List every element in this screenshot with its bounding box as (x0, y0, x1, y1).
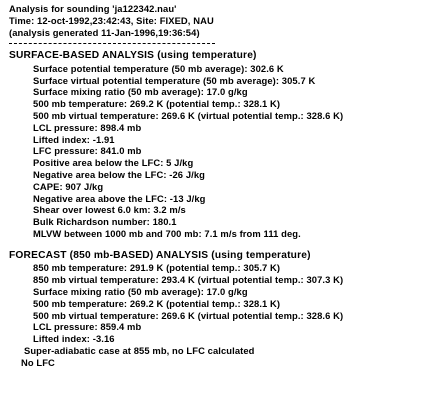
surface-line: Bulk Richardson number: 180.1 (33, 216, 177, 228)
document-title: Analysis for sounding 'ja122342.nau' (9, 3, 177, 14)
surface-line: Lifted index: -1.91 (33, 133, 115, 145)
surface-line: 500 mb temperature: 269.2 K (potential temp.: 328.1 K) (33, 98, 281, 110)
header-divider (9, 38, 215, 44)
sounding-time-site: Time: 12-oct-1992,23:42:43, Site: FIXED, NAU (9, 14, 214, 26)
surface-line: Positive area below the LFC: 5 J/kg (33, 157, 194, 169)
forecast-line: Surface mixing ratio (50 mb average): 17.0 g/kg (33, 285, 248, 297)
forecast-line: 500 mb virtual temperature: 269.6 K (virtual potential temp.: 328.6 K) (33, 309, 344, 321)
forecast-line: 850 mb temperature: 291.9 K (potential temp.: 305.7 K) (33, 262, 281, 274)
sounding-analysis-document (9, 3, 443, 369)
surface-line: Shear over lowest 6.0 km: 3.2 m/s (33, 204, 186, 216)
surface-section-heading: SURFACE-BASED ANALYSIS (using temperature) (9, 50, 257, 62)
surface-line: Negative area above the LFC: -13 J/kg (33, 192, 206, 204)
forecast-section (9, 262, 443, 368)
forecast-line: Lifted index: -3.16 (33, 333, 115, 345)
surface-line: MLVW between 1000 mb and 700 mb: 7.1 m/s from 111 deg. (33, 228, 301, 240)
surface-line: LFC pressure: 841.0 mb (33, 145, 142, 157)
surface-line: Surface virtual potential temperature (50 mb average): 305.7 K (33, 74, 316, 86)
forecast-line: 500 mb temperature: 269.2 K (potential temp.: 328.1 K) (33, 297, 281, 309)
no-lfc-note: No LFC (21, 356, 55, 368)
surface-line: LCL pressure: 898.4 mb (33, 121, 142, 133)
surface-section (9, 63, 443, 240)
surface-line: CAPE: 907 J/kg (33, 180, 104, 192)
surface-line: 500 mb virtual temperature: 269.6 K (virtual potential temp.: 328.6 K) (33, 110, 344, 122)
analysis-generated-date: (analysis generated 11-Jan-1996,19:36:54) (9, 26, 200, 38)
forecast-line: LCL pressure: 859.4 mb (33, 321, 142, 333)
surface-line: Surface mixing ratio (50 mb average): 17.0 g/kg (33, 86, 248, 98)
superadiabatic-note: Super-adiabatic case at 855 mb, no LFC calculated (24, 344, 255, 356)
section-gap (9, 240, 443, 250)
surface-line: Surface potential temperature (50 mb average): 302.6 K (33, 62, 284, 74)
forecast-line: 850 mb virtual temperature: 293.4 K (virtual potential temp.: 307.3 K) (33, 274, 344, 286)
forecast-section-heading: FORECAST (850 mb-BASED) ANALYSIS (using temperature) (9, 249, 311, 261)
surface-line: Negative area below the LFC: -26 J/kg (33, 169, 205, 181)
